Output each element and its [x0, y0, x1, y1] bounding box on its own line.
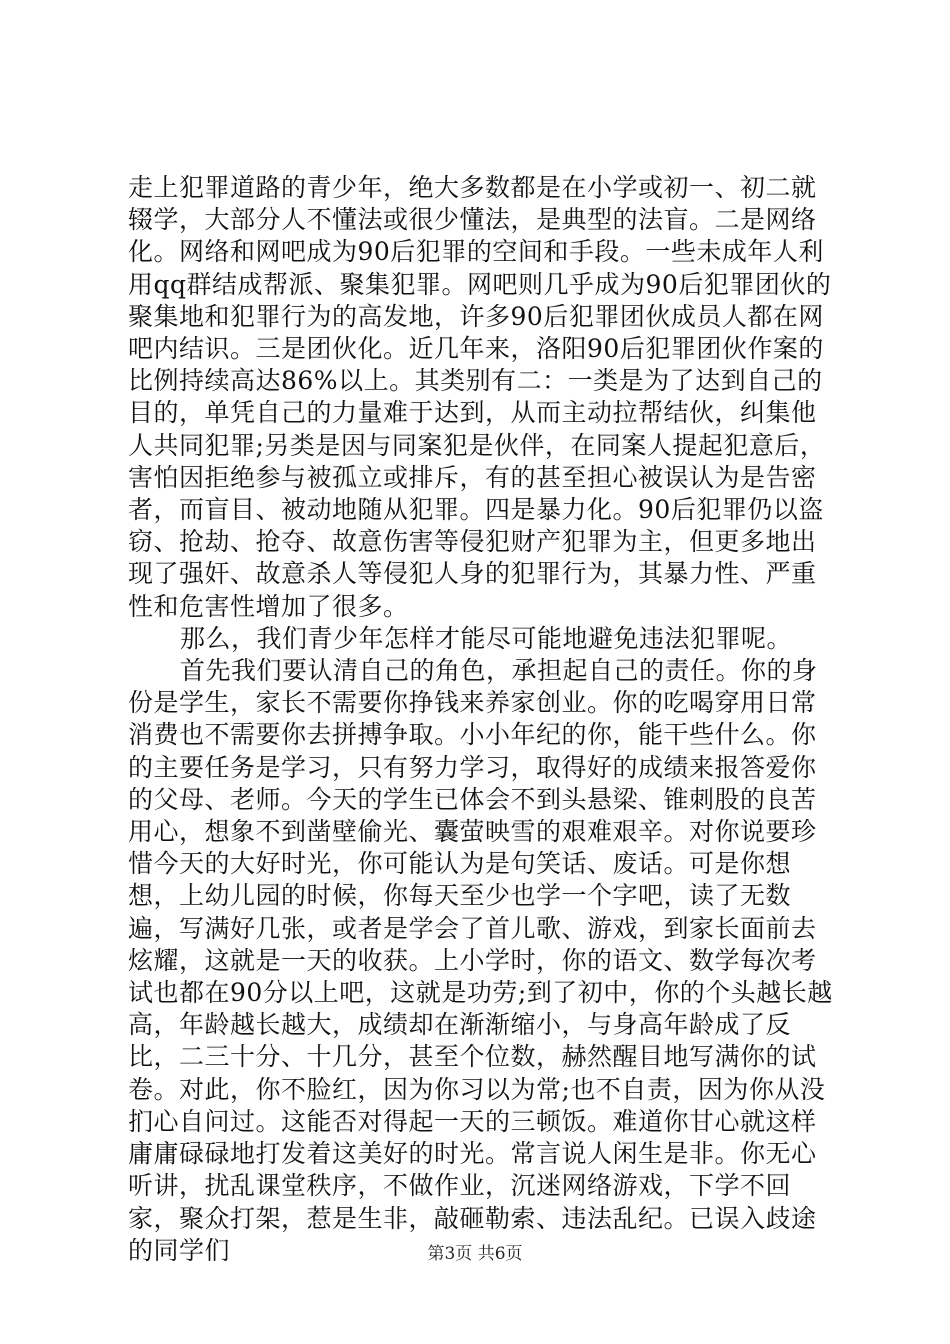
paragraph-first-point: 首先我们要认清自己的角色，承担起自己的责任。你的身份是学生，家长不需要你挣钱来养家创业。你的吃喝穿用日常消费也不需要你去拼搏争取。小小年纪的你，能干些什么。你的主要任务是学习，只有努力学习，取得好的成绩来报答爱你的父母、老师。今天的学生已体会不到头悬梁、锥刺股的良苦用心，想象不到凿壁偷光、囊萤映雪的艰难艰辛。对你说要珍惜今天的大好时光，你可能认为是句笑话、废话。可是你想想，上幼儿园的时候，你每天至少也学一个字吧，读了无数遍，写满好几张，或者是学会了首儿歌、游戏，到家长面前去炫耀，这就是一天的收获。上小学时，你的语文、数学每次考试也都在90分以上吧，这就是功劳;到了初中，你的个头越长越高，年龄越长越大，成绩却在渐渐缩小，与身高年龄成了反比，二三十分、十几分，甚至个位数，赫然醒目地写满你的试卷。对此，你不脸红，因为你习以为常;也不自责，因为你从没扪心自问过。这能否对得起一天的三顿饭。难道你甘心就这样庸庸碌碌地打发着这美好的时光。常言说人闲生是非。你无心听讲，扰乱课堂秩序，不做作业，沉迷网络游戏，下学不回家，聚众打架，惹是生非，敲砸勒索、违法乱纪。已误入歧途的同学们: [128, 656, 833, 1265]
paragraph-question: 那么，我们青少年怎样才能尽可能地避免违法犯罪呢。: [180, 623, 793, 653]
page-number-footer: 第3页 共6页: [427, 1244, 523, 1264]
paragraph-continuation: 走上犯罪道路的青少年，绝大多数都是在小学或初一、初二就辍学，大部分人不懂法或很少懂法，是典型的法盲。二是网络化。网络和网吧成为90后犯罪的空间和手段。一些未成年人利用qq群结成帮派、聚集犯罪。网吧则几乎成为90后犯罪团伙的聚集地和犯罪行为的高发地，许多90后犯罪团伙成员人都在网吧内结识。三是团伙化。近几年来，洛阳90后犯罪团伙作案的比例持续高达86%以上。其类别有二：一类是为了达到自己的目的，单凭自己的力量难于达到，从而主动拉帮结伙，纠集他人共同犯罪;另类是因与同案犯是伙伴，在同案人提起犯意后，害怕因拒绝参与被孤立或排斥，有的甚至担心被误认为是告密者，而盲目、被动地随从犯罪。四是暴力化。90后犯罪仍以盗窃、抢劫、抢夺、故意伤害等侵犯财产犯罪为主，但更多地出现了强奸、故意杀人等侵犯人身的犯罪行为，其暴力性、严重性和危害性增加了很多。: [128, 173, 832, 621]
document-body: [128, 172, 838, 1267]
